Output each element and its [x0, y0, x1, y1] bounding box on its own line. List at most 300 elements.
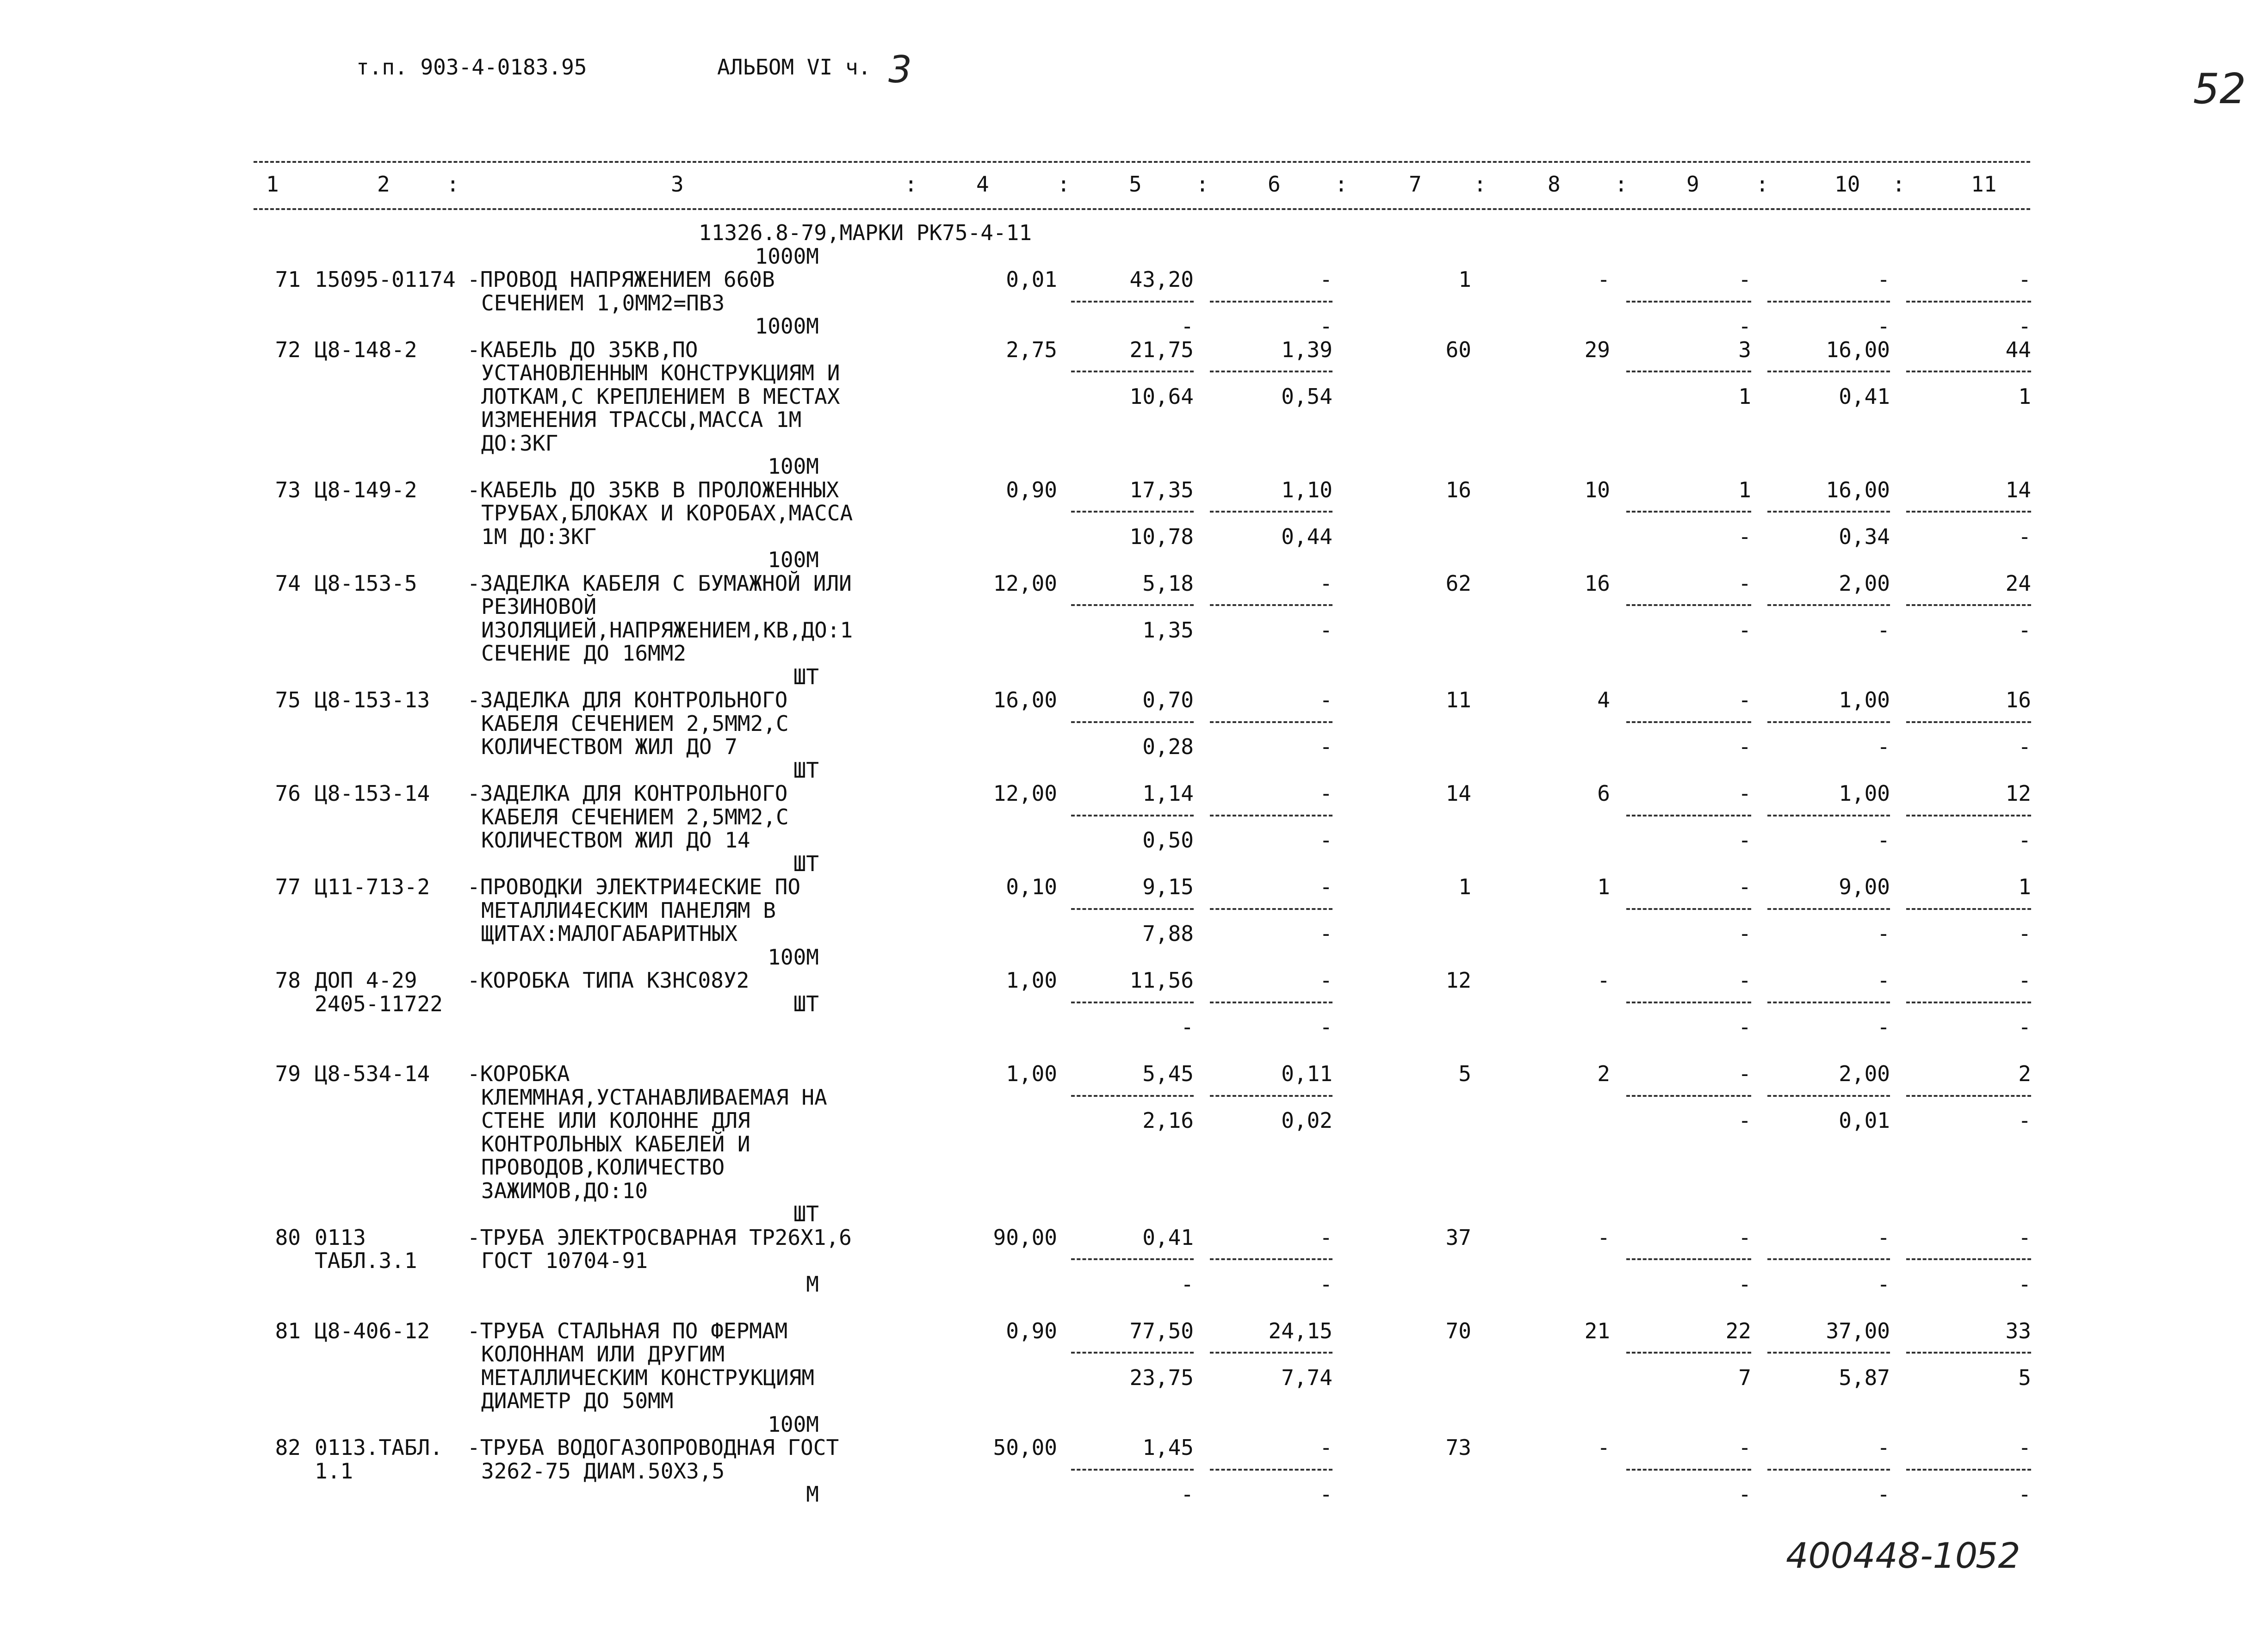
cell-c7: 70: [1445, 1318, 1471, 1343]
value-separator: [1767, 511, 1890, 513]
cell-c10: 16,00: [1826, 477, 1890, 502]
cell-c6: -: [1320, 1272, 1332, 1297]
column-header: 11: [1971, 172, 1997, 197]
column-header: :: [1615, 172, 1628, 197]
cell-c4: 90,00: [993, 1225, 1057, 1250]
cell-c10: -: [1877, 1225, 1890, 1250]
column-header: :: [1474, 172, 1487, 197]
row-description: -КАБЕЛЬ ДО 35КВ,ПО: [467, 337, 698, 362]
cell-c8: -: [1597, 1435, 1610, 1460]
cell-c9: 3: [1738, 337, 1751, 362]
cell-c8: 6: [1597, 781, 1610, 806]
cell-c6: -: [1320, 874, 1332, 899]
row-description: КАБЕЛЯ СЕЧЕНИЕМ 2,5ММ2,С: [481, 711, 789, 736]
value-separator: [1906, 1352, 2031, 1354]
cell-c5: 9,15: [1142, 874, 1194, 899]
cell-c6: 7,74: [1281, 1365, 1332, 1390]
row-number: 82: [275, 1435, 301, 1460]
value-separator: [1071, 1469, 1194, 1471]
cell-c5: 5,18: [1142, 571, 1194, 596]
cell-c9: -: [1738, 1108, 1751, 1133]
cell-c9: -: [1738, 1225, 1751, 1250]
cell-c9: -: [1738, 618, 1751, 643]
row-code: Ц8-534-14: [315, 1061, 430, 1086]
value-separator: [1626, 815, 1751, 816]
cell-c6: 0,11: [1281, 1061, 1332, 1086]
cell-c10: -: [1877, 267, 1890, 292]
value-separator: [1626, 1002, 1751, 1003]
cell-c10: -: [1877, 1482, 1890, 1507]
cell-c8: 21: [1584, 1318, 1610, 1343]
cell-c5: 77,50: [1129, 1318, 1194, 1343]
cell-c11: -: [2018, 734, 2031, 759]
row-description: ГОСТ 10704-91: [481, 1248, 648, 1273]
row-description: -КОРОБКА ТИПА КЗНС08У2: [467, 968, 750, 993]
cell-c8: 16: [1584, 571, 1610, 596]
cell-c9: -: [1738, 1435, 1751, 1460]
value-separator: [1626, 1469, 1751, 1471]
row-code: 0113: [315, 1225, 366, 1250]
cell-c7: 5: [1458, 1061, 1471, 1086]
cell-c9: -: [1738, 571, 1751, 596]
value-separator: [1071, 371, 1194, 372]
row-description: -ПРОВОДКИ ЭЛЕКТРИ4ЕСКИЕ ПО: [467, 874, 801, 899]
cell-c6: -: [1320, 734, 1332, 759]
cell-c5: 17,35: [1129, 477, 1194, 502]
column-header: 10: [1834, 172, 1860, 197]
column-header: :: [446, 172, 459, 197]
row-description: СЕЧЕНИЕМ 1,0ММ2=ПВ3: [481, 291, 725, 315]
cell-c10: -: [1877, 921, 1890, 946]
row-description: КОЛИЧЕСТВОМ ЖИЛ ДО 14: [481, 828, 750, 853]
row-description: ПРОВОДОВ,КОЛИЧЕСТВО: [481, 1155, 725, 1180]
value-separator: [1906, 1002, 2031, 1003]
row-unit: М: [806, 1272, 819, 1297]
header-bottom-rule: [254, 208, 2030, 210]
cell-c11: 14: [2005, 477, 2031, 502]
value-separator: [1626, 1258, 1751, 1260]
footer-stamp: 400448-10: [1786, 1535, 1978, 1576]
cell-c11: -: [2018, 968, 2031, 993]
row-code: Ц8-406-12: [315, 1318, 430, 1343]
value-separator: [1906, 371, 2031, 372]
value-separator: [1626, 301, 1751, 303]
cell-c5: 10,64: [1129, 384, 1194, 409]
value-separator: [1626, 604, 1751, 606]
value-separator: [1906, 721, 2031, 723]
cell-c7: 73: [1445, 1435, 1471, 1460]
cell-c8: 29: [1584, 337, 1610, 362]
cell-c5: 7,88: [1142, 921, 1194, 946]
cell-c10: 0,34: [1839, 524, 1890, 549]
row-code: 15095-01174: [315, 267, 456, 292]
cell-c11: -: [2018, 1108, 2031, 1133]
cell-c6: 1,10: [1281, 477, 1332, 502]
cell-c5: 5,45: [1142, 1061, 1194, 1086]
row-number: 79: [275, 1061, 301, 1086]
value-separator: [1210, 1258, 1332, 1260]
row-number: 73: [275, 477, 301, 502]
row-description: РЕЗИНОВОЙ: [481, 594, 597, 619]
cell-c9: -: [1738, 921, 1751, 946]
cell-c5: 1,35: [1142, 618, 1194, 643]
row-number: 75: [275, 687, 301, 712]
row-description: СЕЧЕНИЕ ДО 16ММ2: [481, 641, 687, 666]
column-header: 2: [377, 172, 390, 197]
cell-c10: 2,00: [1839, 1061, 1890, 1086]
cell-c5: 23,75: [1129, 1365, 1194, 1390]
cell-c6: -: [1320, 314, 1332, 339]
cell-c9: -: [1738, 524, 1751, 549]
value-separator: [1906, 908, 2031, 910]
cell-c6: -: [1320, 968, 1332, 993]
row-description: КЛЕММНАЯ,УСТАНАВЛИВАЕМАЯ НА: [481, 1085, 827, 1110]
value-separator: [1767, 721, 1890, 723]
cell-c6: -: [1320, 828, 1332, 853]
row-description: -ТРУБА ЭЛЕКТРОСВАРНАЯ ТР26Х1,6: [467, 1225, 852, 1250]
album-part-handwritten: 3: [888, 48, 912, 91]
value-separator: [1906, 1469, 2031, 1471]
row-description: 1М ДО:3КГ: [481, 524, 597, 549]
cell-c11: 1: [2018, 874, 2031, 899]
row-description: МЕТАЛЛИЧЕСКИМ КОНСТРУКЦИЯМ: [481, 1365, 815, 1390]
cell-c5: 21,75: [1129, 337, 1194, 362]
value-separator: [1210, 511, 1332, 513]
row-unit: ШТ: [793, 991, 819, 1016]
row-description: МЕТАЛЛИ4ЕСКИМ ПАНЕЛЯМ В: [481, 898, 776, 923]
cell-c9: -: [1738, 687, 1751, 712]
value-separator: [1210, 1469, 1332, 1471]
cell-c7: 14: [1445, 781, 1471, 806]
value-separator: [1767, 1095, 1890, 1097]
cell-c6: 24,15: [1268, 1318, 1332, 1343]
row-unit: ШТ: [793, 851, 819, 876]
row-description: КАБЕЛЯ СЕЧЕНИЕМ 2,5ММ2,С: [481, 804, 789, 829]
row-description: ИЗМЕНЕНИЯ ТРАССЫ,МАССА 1М: [481, 407, 802, 432]
row-description: -ЗАДЕЛКА ДЛЯ КОНТРОЛЬНОГО: [467, 687, 788, 712]
column-header: 7: [1409, 172, 1422, 197]
row-description: ТРУБАХ,БЛОКАХ И КОРОБАХ,МАССА: [481, 501, 853, 526]
top-rule: [254, 161, 2030, 163]
cell-c7: 1: [1458, 874, 1471, 899]
value-separator: [1767, 604, 1890, 606]
column-header: :: [1335, 172, 1348, 197]
value-separator: [1210, 1002, 1332, 1003]
cell-c5: -: [1181, 314, 1194, 339]
row-description: -ЗАДЕЛКА ДЛЯ КОНТРОЛЬНОГО: [467, 781, 788, 806]
cell-c5: 11,56: [1129, 968, 1194, 993]
cell-c4: 0,90: [1006, 477, 1057, 502]
row-code: Ц8-153-13: [315, 687, 430, 712]
cell-c4: 0,10: [1006, 874, 1057, 899]
row-description: УСТАНОВЛЕННЫМ КОНСТРУКЦИЯМ И: [481, 360, 840, 385]
value-separator: [1626, 371, 1751, 372]
cell-c11: -: [2018, 524, 2031, 549]
row-description: 3262-75 ДИАМ.50Х3,5: [481, 1459, 725, 1484]
row-code: Ц8-149-2: [315, 477, 417, 502]
cell-c11: 12: [2005, 781, 2031, 806]
cell-c4: 50,00: [993, 1435, 1057, 1460]
footer-page-number: 52: [1976, 1535, 2020, 1576]
cell-c9: 7: [1738, 1365, 1751, 1390]
row-description: КОЛИЧЕСТВОМ ЖИЛ ДО 7: [481, 734, 737, 759]
row-description: КОЛОННАМ ИЛИ ДРУГИМ: [481, 1342, 725, 1367]
value-separator: [1626, 511, 1751, 513]
cell-c5: 43,20: [1129, 267, 1194, 292]
value-separator: [1071, 1352, 1194, 1354]
cell-c9: -: [1738, 314, 1751, 339]
cell-c7: 11: [1445, 687, 1471, 712]
cell-c4: 2,75: [1006, 337, 1057, 362]
cell-c4: 0,01: [1006, 267, 1057, 292]
cell-c11: -: [2018, 618, 2031, 643]
value-separator: [1071, 908, 1194, 910]
cell-c5: 1,14: [1142, 781, 1194, 806]
row-description: ЩИТАХ:МАЛОГАБАРИТНЫХ: [481, 921, 737, 946]
cell-c10: 0,41: [1839, 384, 1890, 409]
row-number: 81: [275, 1318, 301, 1343]
cell-c4: 12,00: [993, 571, 1057, 596]
cell-c8: 2: [1597, 1061, 1610, 1086]
cell-c10: -: [1877, 968, 1890, 993]
row-description: -ТРУБА СТАЛЬНАЯ ПО ФЕРМАМ: [467, 1318, 788, 1343]
row-unit: 11326.8-79,МАРКИ РК75-4-11: [699, 220, 1032, 245]
value-separator: [1071, 721, 1194, 723]
value-separator: [1906, 301, 2031, 303]
value-separator: [1767, 908, 1890, 910]
value-separator: [1626, 908, 1751, 910]
row-code: 0113.ТАБЛ.: [315, 1435, 443, 1460]
cell-c6: -: [1320, 781, 1332, 806]
row-number: 77: [275, 874, 301, 899]
row-code: 2405-11722: [315, 991, 443, 1016]
cell-c5: -: [1181, 1272, 1194, 1297]
cell-c5: 0,50: [1142, 828, 1194, 853]
column-header: :: [1756, 172, 1769, 197]
row-unit: ШТ: [793, 1201, 819, 1226]
value-separator: [1210, 604, 1332, 606]
cell-c10: -: [1877, 734, 1890, 759]
cell-c4: 0,90: [1006, 1318, 1057, 1343]
cell-c6: -: [1320, 1225, 1332, 1250]
row-code: Ц11-713-2: [315, 874, 430, 899]
column-header: 4: [976, 172, 989, 197]
cell-c10: -: [1877, 1014, 1890, 1039]
cell-c4: 1,00: [1006, 1061, 1057, 1086]
cell-c11: -: [2018, 1435, 2031, 1460]
cell-c11: 33: [2005, 1318, 2031, 1343]
row-description: ДИАМЕТР ДО 50ММ: [481, 1388, 674, 1413]
cell-c9: -: [1738, 1061, 1751, 1086]
value-separator: [1767, 1002, 1890, 1003]
cell-c8: -: [1597, 968, 1610, 993]
row-description: КОНТРОЛЬНЫХ КАБЕЛЕЙ И: [481, 1132, 750, 1157]
cell-c5: 0,41: [1142, 1225, 1194, 1250]
value-separator: [1767, 1469, 1890, 1471]
cell-c6: -: [1320, 1014, 1332, 1039]
cell-c7: 1: [1458, 267, 1471, 292]
corner-page-number: 52: [2193, 65, 2246, 113]
cell-c4: 16,00: [993, 687, 1057, 712]
cell-c9: -: [1738, 267, 1751, 292]
cell-c7: 16: [1445, 477, 1471, 502]
cell-c10: 9,00: [1839, 874, 1890, 899]
column-header: 6: [1268, 172, 1281, 197]
row-description: ЛОТКАМ,С КРЕПЛЕНИЕМ В МЕСТАХ: [481, 384, 840, 409]
cell-c9: -: [1738, 734, 1751, 759]
cell-c7: 37: [1445, 1225, 1471, 1250]
cell-c5: -: [1181, 1482, 1194, 1507]
row-description: ДО:3КГ: [481, 431, 558, 456]
cell-c11: -: [2018, 314, 2031, 339]
cell-c9: -: [1738, 828, 1751, 853]
cell-c4: 12,00: [993, 781, 1057, 806]
column-header: 5: [1129, 172, 1142, 197]
cell-c5: 10,78: [1129, 524, 1194, 549]
cell-c6: -: [1320, 1435, 1332, 1460]
cell-c9: -: [1738, 968, 1751, 993]
row-description: -ПРОВОД НАПРЯЖЕНИЕМ 660В: [467, 267, 775, 292]
row-unit: 1000М: [755, 244, 819, 269]
cell-c11: 5: [2018, 1365, 2031, 1390]
cell-c6: -: [1320, 618, 1332, 643]
cell-c7: 12: [1445, 968, 1471, 993]
cell-c8: -: [1597, 1225, 1610, 1250]
row-number: 78: [275, 968, 301, 993]
row-code: Ц8-153-5: [315, 571, 417, 596]
cell-c10: -: [1877, 1435, 1890, 1460]
cell-c10: 16,00: [1826, 337, 1890, 362]
row-description: -КАБЕЛЬ ДО 35КВ В ПРОЛОЖЕННЫХ: [467, 477, 839, 502]
cell-c7: 60: [1445, 337, 1471, 362]
cell-c9: -: [1738, 1272, 1751, 1297]
cell-c6: 0,54: [1281, 384, 1332, 409]
value-separator: [1071, 1095, 1194, 1097]
cell-c9: -: [1738, 1014, 1751, 1039]
value-separator: [1767, 1258, 1890, 1260]
cell-c11: 1: [2018, 384, 2031, 409]
value-separator: [1210, 301, 1332, 303]
cell-c5: 0,70: [1142, 687, 1194, 712]
row-code: ДОП 4-29: [315, 968, 417, 993]
cell-c10: -: [1877, 618, 1890, 643]
row-code: ТАБЛ.3.1: [315, 1248, 417, 1273]
cell-c11: -: [2018, 1482, 2031, 1507]
cell-c10: 2,00: [1839, 571, 1890, 596]
cell-c4: 1,00: [1006, 968, 1057, 993]
cell-c5: 0,28: [1142, 734, 1194, 759]
value-separator: [1210, 815, 1332, 816]
row-unit: 100М: [768, 945, 819, 970]
cell-c6: 0,44: [1281, 524, 1332, 549]
cell-c5: 2,16: [1142, 1108, 1194, 1133]
document-code: т.п. 903-4-0183.95: [356, 55, 587, 80]
row-description: ИЗОЛЯЦИЕЙ,НАПРЯЖЕНИЕМ,КВ,ДО:1: [481, 618, 853, 643]
cell-c8: 10: [1584, 477, 1610, 502]
cell-c9: 1: [1738, 477, 1751, 502]
cell-c8: 4: [1597, 687, 1610, 712]
column-header: 8: [1548, 172, 1561, 197]
column-header: :: [1892, 172, 1905, 197]
cell-c11: 24: [2005, 571, 2031, 596]
row-unit: 100М: [768, 547, 819, 572]
row-code: 1.1: [315, 1459, 353, 1484]
value-separator: [1210, 721, 1332, 723]
row-unit: М: [806, 1482, 819, 1507]
cell-c9: -: [1738, 874, 1751, 899]
row-description: -КОРОБКА: [467, 1061, 570, 1086]
row-number: 74: [275, 571, 301, 596]
column-header: 9: [1686, 172, 1699, 197]
row-description: ЗАЖИМОВ,ДО:10: [481, 1178, 648, 1203]
column-header: 3: [671, 172, 684, 197]
cell-c7: 62: [1445, 571, 1471, 596]
value-separator: [1071, 301, 1194, 303]
cell-c6: -: [1320, 921, 1332, 946]
cell-c11: -: [2018, 921, 2031, 946]
value-separator: [1071, 511, 1194, 513]
cell-c9: 22: [1725, 1318, 1751, 1343]
cell-c10: 1,00: [1839, 687, 1890, 712]
value-separator: [1626, 1095, 1751, 1097]
value-separator: [1071, 815, 1194, 816]
row-number: 71: [275, 267, 301, 292]
value-separator: [1210, 371, 1332, 372]
value-separator: [1906, 1095, 2031, 1097]
cell-c6: 0,02: [1281, 1108, 1332, 1133]
cell-c6: -: [1320, 267, 1332, 292]
cell-c11: 16: [2005, 687, 2031, 712]
cell-c11: -: [2018, 1272, 2031, 1297]
cell-c11: 44: [2005, 337, 2031, 362]
row-number: 76: [275, 781, 301, 806]
value-separator: [1906, 604, 2031, 606]
cell-c10: 1,00: [1839, 781, 1890, 806]
cell-c10: 37,00: [1826, 1318, 1890, 1343]
cell-c11: 2: [2018, 1061, 2031, 1086]
value-separator: [1210, 1095, 1332, 1097]
value-separator: [1071, 1002, 1194, 1003]
row-unit: ШТ: [793, 758, 819, 783]
cell-c6: -: [1320, 687, 1332, 712]
row-number: 80: [275, 1225, 301, 1250]
cell-c6: -: [1320, 571, 1332, 596]
cell-c5: -: [1181, 1014, 1194, 1039]
value-separator: [1767, 815, 1890, 816]
column-header: 1: [266, 172, 279, 197]
value-separator: [1210, 1352, 1332, 1354]
cell-c10: -: [1877, 314, 1890, 339]
cell-c8: 1: [1597, 874, 1610, 899]
cell-c11: -: [2018, 828, 2031, 853]
value-separator: [1767, 301, 1890, 303]
cell-c9: 1: [1738, 384, 1751, 409]
row-description: СТЕНЕ ИЛИ КОЛОННЕ ДЛЯ: [481, 1108, 750, 1133]
cell-c10: 5,87: [1839, 1365, 1890, 1390]
cell-c11: -: [2018, 267, 2031, 292]
album-label: АЛЬБОМ VI ч.: [717, 55, 871, 80]
value-separator: [1767, 1352, 1890, 1354]
cell-c6: 1,39: [1281, 337, 1332, 362]
value-separator: [1626, 1352, 1751, 1354]
row-unit: ШТ: [793, 664, 819, 689]
value-separator: [1906, 511, 2031, 513]
row-unit: 1000М: [755, 314, 819, 339]
value-separator: [1767, 371, 1890, 372]
value-separator: [1626, 721, 1751, 723]
row-code: Ц8-148-2: [315, 337, 417, 362]
cell-c11: -: [2018, 1225, 2031, 1250]
